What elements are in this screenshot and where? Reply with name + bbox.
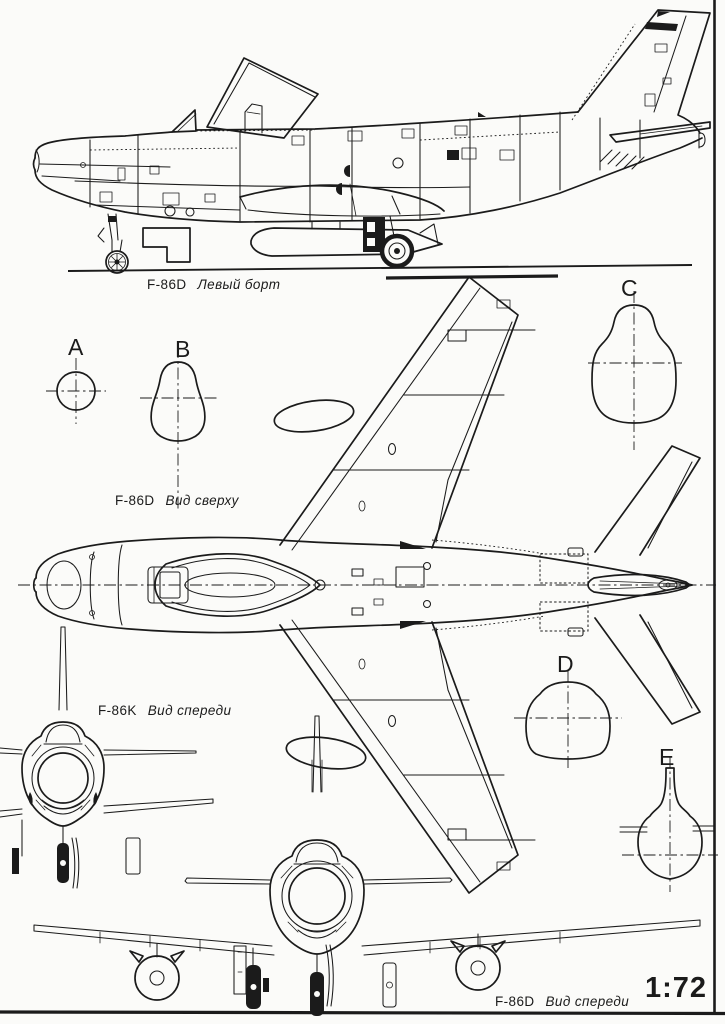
side-view-caption: Левый борт (197, 277, 281, 292)
k-fin-mast (59, 627, 67, 710)
side-small-details (81, 112, 515, 216)
scale-label: 1:72 (645, 972, 708, 1004)
d-fuselage (270, 840, 364, 954)
cross-section-e-drawing (620, 756, 718, 892)
side-view-model: F-86D (147, 277, 187, 292)
k-stabilizer (0, 748, 196, 755)
side-canopy-open (207, 58, 318, 138)
k-landing-gear (12, 820, 79, 888)
side-panel-lines (90, 112, 640, 222)
top-fuselage-details (352, 540, 588, 636)
front-view-d-label (495, 994, 629, 1009)
top-view-f86d-drawing (18, 277, 716, 893)
side-view-label (147, 277, 280, 292)
cross-section-d-drawing (514, 670, 622, 770)
front-view-k-label (98, 703, 231, 718)
section-d-label: D (557, 651, 575, 677)
top-left-wing (280, 620, 535, 893)
k-right-wheel-outline (126, 838, 140, 874)
front-view-d-model: F-86D (495, 994, 535, 1009)
side-gear-door-open (143, 228, 190, 262)
side-fuselage (34, 112, 706, 222)
top-view-caption: Вид сверху (165, 493, 239, 508)
front-view-k-model: F-86K (98, 703, 137, 718)
top-right-wing (280, 277, 535, 550)
side-main-gear (363, 216, 412, 266)
section-c-label: C (621, 275, 639, 301)
cross-section-a-drawing (46, 358, 106, 424)
cross-section-b-drawing (140, 346, 218, 512)
cross-sections (46, 291, 718, 892)
side-tail-fin (572, 10, 710, 169)
d-fin-mast (312, 716, 322, 792)
front-view-f86d-drawing (34, 716, 700, 1016)
front-view-k-caption: Вид спереди (147, 703, 232, 718)
top-view-label (115, 493, 239, 508)
section-b-label: B (175, 336, 191, 362)
top-view-model: F-86D (115, 493, 155, 508)
section-e-label: E (659, 744, 675, 770)
fin-root-hatching (600, 150, 644, 169)
side-tailplane (610, 122, 710, 142)
side-view-f86d-drawing (34, 10, 711, 278)
side-nose-gear (98, 214, 128, 273)
d-landing-gear (234, 945, 396, 1016)
front-view-d-caption: Вид спереди (545, 994, 630, 1009)
k-fuselage (22, 722, 104, 826)
section-a-label: A (68, 334, 84, 360)
front-view-f86k-drawing (0, 627, 213, 888)
cross-section-c-drawing (588, 291, 682, 450)
d-wings (34, 920, 700, 955)
d-stabilizer (185, 878, 452, 884)
side-windscreen (172, 110, 196, 132)
